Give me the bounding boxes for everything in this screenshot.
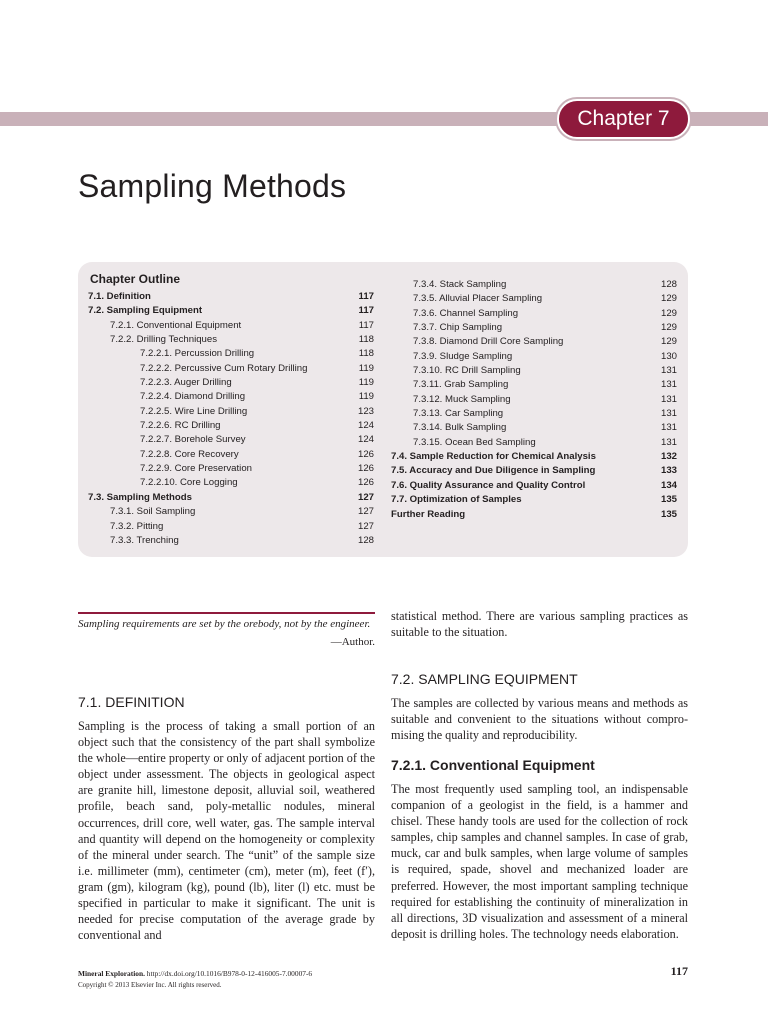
chapter-title: Sampling Methods — [78, 168, 347, 204]
outline-entry-label: 7.3.2. Pitting — [110, 520, 164, 532]
outline-entry[interactable] — [88, 362, 374, 376]
outline-entry-label: 7.6. Quality Assurance and Quality Control — [391, 479, 586, 491]
outline-entry[interactable] — [391, 407, 677, 421]
outline-entry-label: 7.1. Definition — [88, 291, 151, 302]
outline-entry-page: 132 — [660, 451, 677, 463]
outline-entry-page: 131 — [660, 436, 677, 448]
outline-entry-label: 7.2.2.8. Core Recovery — [140, 448, 239, 460]
outline-entry-page: 131 — [660, 422, 677, 434]
outline-entry-page: 131 — [660, 393, 677, 405]
outline-entry[interactable] — [391, 350, 677, 364]
outline-entry-page: 133 — [660, 465, 677, 477]
outline-entry-page: 118 — [358, 334, 374, 346]
outline-right-column — [391, 278, 677, 522]
outline-entry-page: 129 — [660, 322, 677, 334]
outline-entry-label: 7.2.2.7. Borehole Survey — [140, 434, 246, 446]
outline-entry-label: 7.3.12. Muck Sampling — [413, 393, 511, 405]
outline-entry-label: 7.7. Optimization of Samples — [391, 494, 522, 506]
footer-journal — [78, 969, 312, 978]
outline-entry-label: 7.3.9. Sludge Sampling — [413, 350, 513, 362]
outline-entry-label: 7.3.13. Car Sampling — [413, 408, 504, 420]
equipment-paragraph: The samples are collected by various means and methods as suitable and convenient to the situations without compromising the quality and reproducibility. — [391, 696, 688, 743]
outline-entry-label: 7.5. Accuracy and Due Diligence in Sampling — [391, 465, 596, 477]
outline-entry[interactable] — [391, 421, 677, 435]
definition-paragraph: Sampling is the process of taking a small portion of an object such that the consistency of the part shall symbolize the whole—entire property or only of adjacent portion of the object under assessment. The objects in geological aspect are granite hill, limestone deposit, alluvial soil, weathered profile, beach sand, poly-metallic nodules, mineral occurrences, drill core, well water, gas. The sample interval and quantity will depend on the homogeneity or complexity of the mineral under search. The “unit” of the sample size i.e. millimeter (mm), centimeter (cm), meter (m), feet (f′), gram (gm), kilogram (kg), pound (lb), liter (l) etc. must be specified in particular to make it significant. The unit is needed for precise computation of the average grade by conventional and — [78, 719, 375, 943]
outline-entry-label: 7.3. Sampling Methods — [88, 491, 192, 503]
outline-entry-page: 128 — [357, 534, 374, 546]
outline-entry-page: 127 — [357, 491, 374, 503]
outline-entry[interactable] — [88, 290, 374, 304]
outline-entry-page: 135 — [660, 494, 677, 506]
outline-entry-page: 126 — [357, 463, 374, 475]
doi-link[interactable]: http://dx.doi.org/10.1016/B978-0-12-416005-7.00007-6 — [146, 969, 313, 978]
outline-entry-label: 7.2.2. Drilling Techniques — [110, 334, 218, 346]
outline-entry[interactable] — [88, 491, 374, 505]
epigraph-author: —Author. — [330, 636, 375, 648]
outline-entry-page: 131 — [660, 408, 677, 420]
outline-entry-page: 126 — [357, 448, 374, 460]
epigraph-quote: Sampling requirements are set by the orebody, not by the engineer. — [78, 618, 371, 630]
outline-entry[interactable] — [88, 347, 374, 361]
outline-entry-page: 117 — [358, 291, 374, 302]
outline-entry-page: 127 — [357, 520, 374, 532]
outline-entry[interactable] — [391, 378, 677, 392]
outline-entry[interactable] — [391, 464, 677, 478]
outline-entry[interactable] — [88, 419, 374, 433]
outline-entry-label: 7.3.5. Alluvial Placer Sampling — [413, 293, 543, 305]
outline-entry[interactable] — [88, 462, 374, 476]
outline-entry[interactable] — [391, 393, 677, 407]
outline-entry-page: 123 — [357, 405, 374, 417]
outline-entry[interactable] — [391, 493, 677, 507]
outline-entry-label: 7.2.2.4. Diamond Drilling — [140, 391, 246, 403]
outline-entry-label: 7.2.2.6. RC Drilling — [140, 420, 221, 432]
outline-entry-page: 129 — [660, 307, 677, 319]
outline-entry[interactable] — [88, 405, 374, 419]
outline-entry-label: 7.2.2.1. Percussion Drilling — [140, 348, 255, 360]
outline-entry[interactable] — [391, 335, 677, 349]
equipment-heading: 7.2. SAMPLING EQUIPMENT — [391, 671, 578, 687]
outline-entry-label: 7.4. Sample Reduction for Chemical Analysis — [391, 451, 596, 463]
footer-copyright: Copyright © 2013 Elsevier Inc. All rights reserved. — [78, 981, 222, 989]
outline-entry-page: 126 — [357, 477, 374, 489]
outline-entry-page: 118 — [358, 348, 374, 360]
outline-entry-label: 7.3.4. Stack Sampling — [413, 279, 507, 290]
outline-entry[interactable] — [391, 321, 677, 335]
outline-entry[interactable] — [391, 364, 677, 378]
outline-entry-page: 129 — [660, 336, 677, 348]
outline-entry[interactable] — [88, 534, 374, 548]
outline-entry[interactable] — [88, 319, 374, 333]
outline-entry-label: 7.2.2.5. Wire Line Drilling — [140, 405, 248, 417]
outline-entry-label: 7.3.3. Trenching — [110, 534, 179, 546]
outline-entry[interactable] — [391, 508, 677, 522]
outline-entry-page: 131 — [660, 365, 677, 377]
outline-entry-page: 124 — [357, 434, 374, 446]
outline-entry-label: 7.3.1. Soil Sampling — [110, 506, 196, 518]
outline-entry[interactable] — [391, 436, 677, 450]
outline-entry-label: 7.3.11. Grab Sampling — [413, 379, 509, 391]
outline-entry[interactable] — [88, 433, 374, 447]
outline-entry-page: 135 — [660, 508, 677, 520]
outline-entry-page: 119 — [358, 362, 374, 374]
conventional-heading: 7.2.1. Conventional Equipment — [391, 757, 595, 773]
outline-entry-label: 7.2.2.3. Auger Drilling — [140, 377, 232, 389]
journal-name: Mineral Exploration. — [78, 969, 145, 978]
outline-entry-label: 7.3.6. Channel Sampling — [413, 307, 519, 319]
outline-entry[interactable] — [88, 476, 374, 490]
outline-entry-page: 124 — [357, 420, 374, 432]
outline-entry-label: 7.2.2.2. Percussive Cum Rotary Drilling — [140, 362, 308, 374]
definition-heading: 7.1. DEFINITION — [78, 694, 185, 710]
outline-entry[interactable] — [391, 450, 677, 464]
outline-entry[interactable] — [391, 479, 677, 493]
continuation-paragraph: statistical method. There are various sampling practices as suitable to the situation. — [391, 609, 688, 640]
outline-entry[interactable] — [88, 390, 374, 404]
outline-entry-page: 119 — [358, 391, 374, 403]
outline-entry-page: 130 — [660, 350, 677, 362]
outline-entry-label: 7.2.1. Conventional Equipment — [110, 319, 242, 331]
outline-entry[interactable] — [391, 278, 677, 292]
outline-entry[interactable] — [88, 448, 374, 462]
outline-entry-page: 119 — [358, 377, 374, 389]
conventional-paragraph: The most frequently used sampling tool, an indispensable companion of a geologist in the field, is a hammer and chisel. These handy tools are used for the collection of rock samples, chip samples and channel samples. In case of grab, muck, car and bulk samples, when large volume of samples is required, spade, shovel and mechanized loader are preferred. However, the most important sampling technique required for establishing the continuity of mineralization in all directions, 3D visualization and assessment of a mineral deposit is drilling holes. The technology needs elaboration. — [391, 782, 688, 941]
outline-entry-page: 117 — [358, 319, 374, 331]
outline-entry-label: 7.2.2.9. Core Preservation — [140, 463, 252, 475]
outline-entry-page: 131 — [660, 379, 677, 391]
outline-entry-label: 7.2.2.10. Core Logging — [140, 477, 238, 489]
outline-entry[interactable] — [88, 505, 374, 519]
outline-entry-label: Further Reading — [391, 508, 466, 520]
outline-entry-page: 127 — [357, 506, 374, 518]
outline-entry[interactable] — [88, 376, 374, 390]
outline-entry[interactable] — [88, 333, 374, 347]
outline-left-column — [88, 290, 374, 548]
outline-entry[interactable] — [391, 307, 677, 321]
outline-entry-page: 129 — [660, 293, 677, 305]
outline-entry[interactable] — [391, 292, 677, 306]
outline-entry[interactable] — [88, 520, 374, 534]
outline-entry-label: 7.3.15. Ocean Bed Sampling — [413, 436, 536, 448]
outline-entry[interactable] — [88, 304, 374, 318]
outline-heading: Chapter Outline — [90, 272, 181, 286]
chapter-label: Chapter 7 — [557, 99, 690, 139]
outline-entry-label: 7.3.14. Bulk Sampling — [413, 422, 507, 434]
outline-entry-page: 134 — [660, 479, 677, 491]
outline-entry-label: 7.2. Sampling Equipment — [88, 305, 203, 317]
page-number: 117 — [670, 964, 688, 978]
outline-entry-label: 7.3.7. Chip Sampling — [413, 322, 503, 334]
epigraph-rule — [78, 612, 375, 614]
outline-entry-label: 7.3.8. Diamond Drill Core Sampling — [413, 336, 564, 348]
outline-entry-label: 7.3.10. RC Drill Sampling — [413, 365, 521, 377]
outline-entry-page: 128 — [660, 279, 677, 290]
outline-entry-page: 117 — [358, 305, 374, 317]
